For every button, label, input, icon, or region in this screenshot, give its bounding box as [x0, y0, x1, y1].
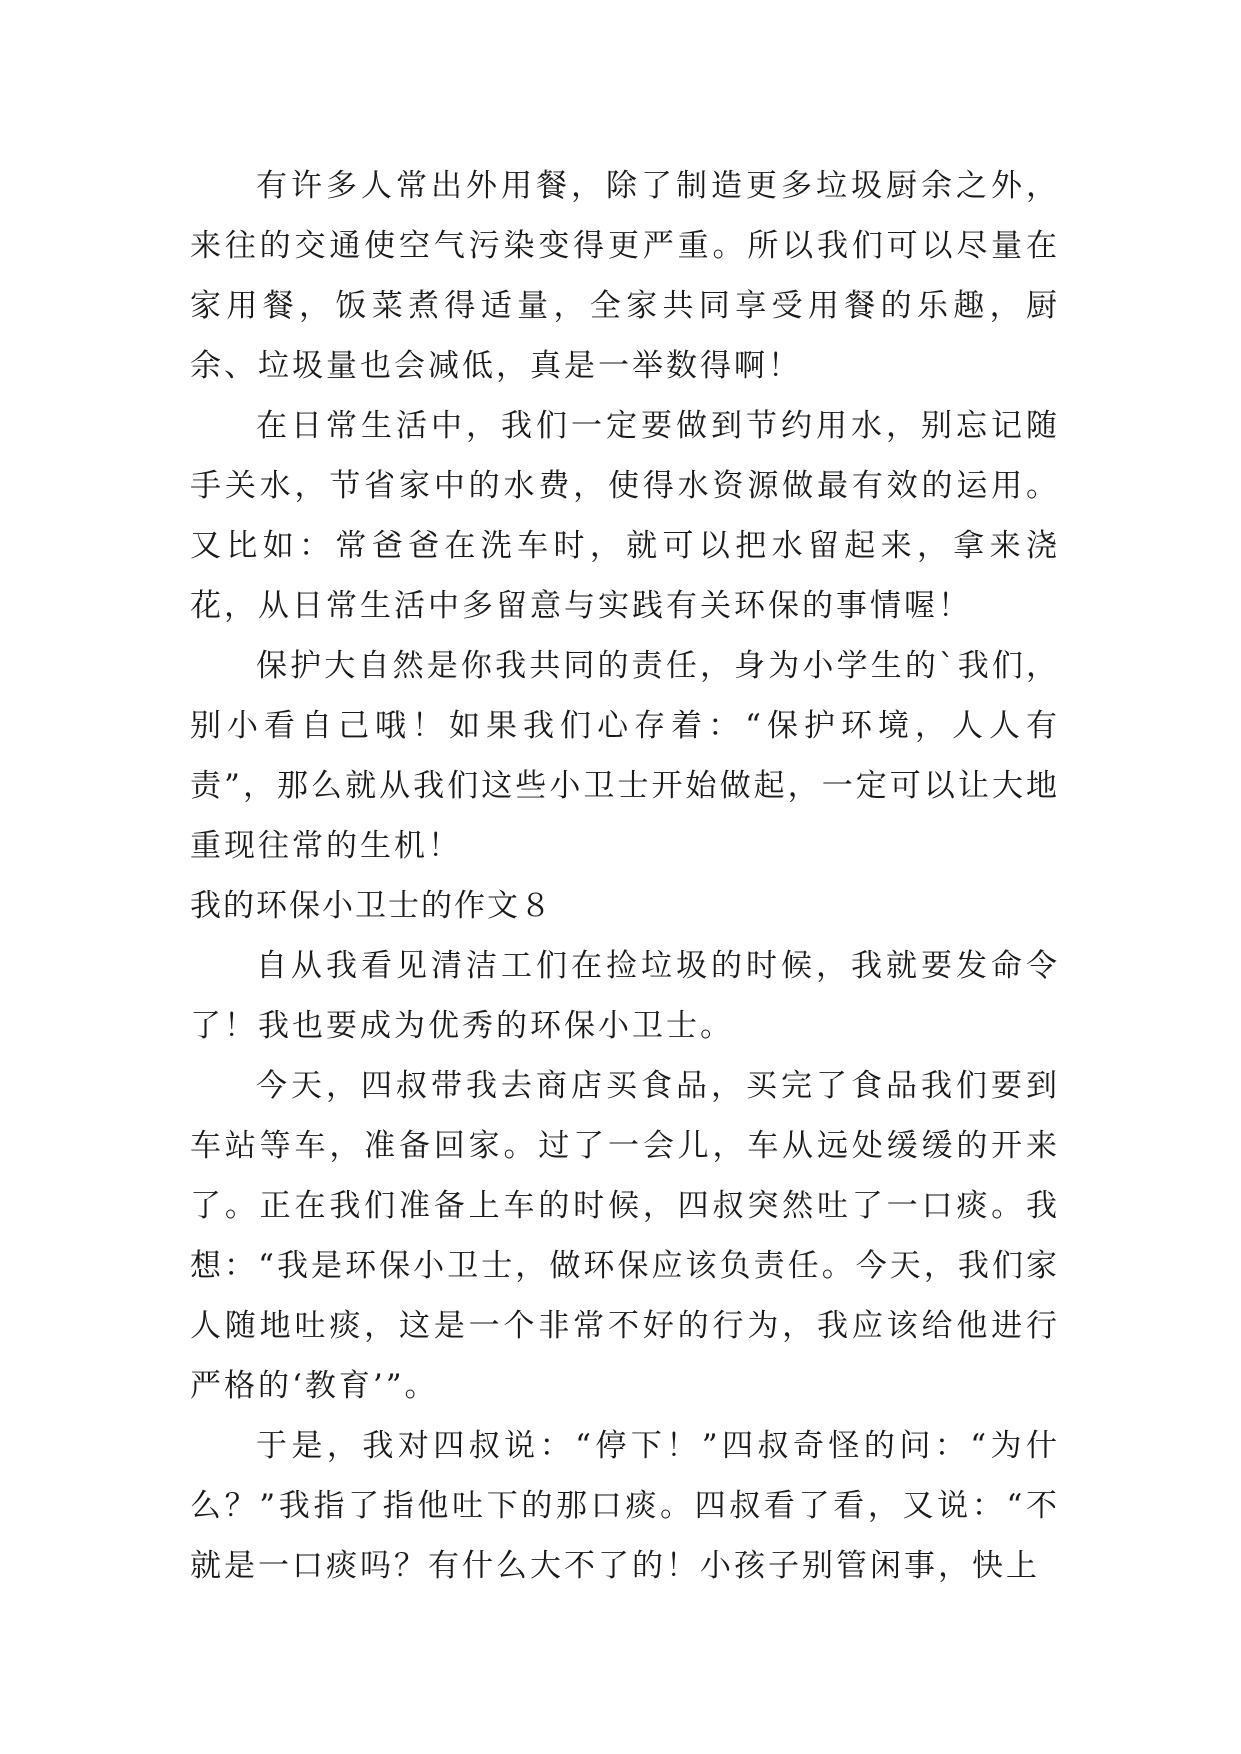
paragraph: 自从我看见清洁工们在捡垃圾的时候，我就要发命令了！我也要成为优秀的环保小卫士。 [190, 948, 1060, 1044]
paragraph: 在日常生活中，我们一定要做到节约用水，别忘记随手关水，节省家中的水费，使得水资源做最有效的运用。又比如：常爸爸在洗车时，就可以把水留起来，拿来浇花，从日常生活中多留意与实践有关环保的事情喔！ [190, 408, 1060, 624]
paragraph: 有许多人常出外用餐，除了制造更多垃圾厨余之外，来往的交通使空气污染变得更严重。所以我们可以尽量在家用餐，饭菜煮得适量，全家共同享受用餐的乐趣，厨余、垃圾量也会减低，真是一举数得啊！ [190, 168, 1060, 384]
paragraph: 保护大自然是你我共同的责任，身为小学生的`我们，别小看自己哦！如果我们心存着：“保护环境，人人有责”，那么就从我们这些小卫士开始做起，一定可以让大地重现往常的生机！ [190, 648, 1060, 864]
paragraph: 今天，四叔带我去商店买食品，买完了食品我们要到车站等车，准备回家。过了一会儿，车从远处缓缓的开来了。正在我们准备上车的时候，四叔突然吐了一口痰。我想：“我是环保小卫士，做环保应该负责任。今天，我们家人随地吐痰，这是一个非常不好的行为，我应该给他进行严格的‘教育’”。 [190, 1068, 1060, 1404]
section-title: 我的环保小卫士的作文８ [190, 888, 553, 924]
document-body [190, 156, 1060, 1596]
paragraph: 于是，我对四叔说：“停下！”四叔奇怪的问：“为什么？”我指了指他吐下的那口痰。四叔看了看，又说：“不就是一口痰吗？有什么大不了的！小孩子别管闲事，快上 [190, 1428, 1060, 1584]
